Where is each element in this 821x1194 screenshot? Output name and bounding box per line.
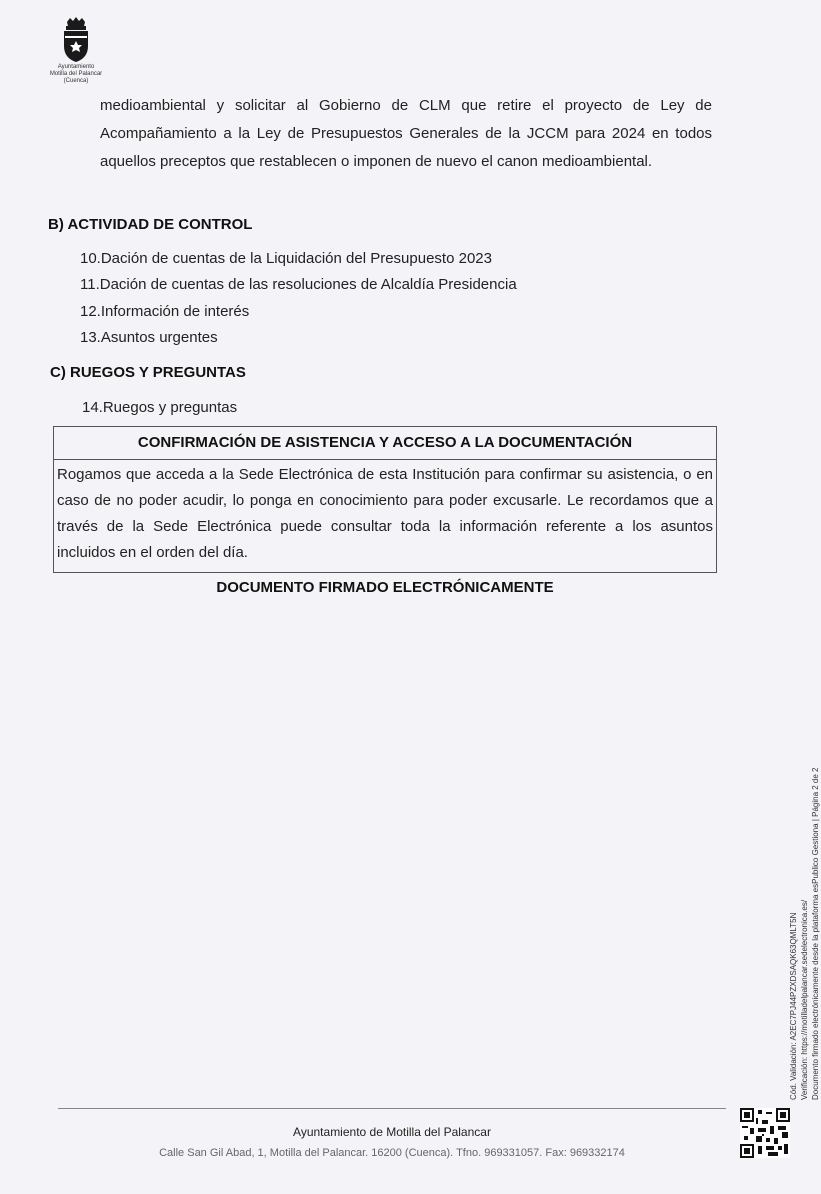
footer-address: Calle San Gil Abad, 1, Motilla del Palancar. 16200 (Cuenca). Tfno. 969331057. Fax: 969332174: [159, 1147, 625, 1159]
verification-url: Verificación: https://motilladelpalancar.sedelectronica.es/: [800, 899, 809, 1100]
agenda-item-14: 14.Ruegos y preguntas: [82, 399, 238, 416]
section-c-heading: C) RUEGOS Y PREGUNTAS: [50, 364, 246, 381]
confirmation-box-title: CONFIRMACIÓN DE ASISTENCIA Y ACCESO A LA DOCUMENTACIÓN: [54, 427, 716, 460]
confirmation-box-body: Rogamos que acceda a la Sede Electrónica de esta Institución para confirmar su asistencia, o en caso de no poder acudir, lo ponga en conocimiento para poder excusarle. Le recordamos que a través de la Sede Electrónica puede consultar toda la información referente a los asuntos incluidos en el orden del día.: [57, 466, 713, 561]
side-verification: [788, 720, 821, 1100]
logo-caption-line-2: Motilla del Palancar: [49, 71, 103, 77]
agenda-item-10: 10.Dación de cuentas de la Liquidación del Presupuesto 2023: [80, 250, 492, 267]
agenda-item-13: 13.Asuntos urgentes: [80, 329, 218, 346]
footer-divider: [58, 1108, 726, 1109]
footer-institution-name: Ayuntamiento de Motilla del Palancar: [293, 1125, 491, 1139]
confirmation-box: [53, 426, 717, 573]
logo-caption-line-3: (Cuenca): [63, 78, 89, 84]
verification-signature-note: Documento firmado electrónicamente desde la plataforma esPublico Gestiona | Página 2 de 2: [811, 767, 820, 1100]
agenda-item-12: 12.Información de interés: [80, 303, 250, 320]
municipal-logo: [48, 16, 104, 85]
verification-code: Cód. Validación: A2EC7PJ44PZXDSAQK63QMLT5N: [789, 912, 798, 1100]
agenda-item-11: 11.Dación de cuentas de las resoluciones de Alcaldía Presidencia: [80, 276, 517, 293]
intro-paragraph: medioambiental y solicitar al Gobierno de CLM que retire el proyecto de Ley de Acompañamiento a la Ley de Presupuestos Generales de la JCCM para 2024 en todos aquellos preceptos que restablecen o imponen de nuevo el canon medioambiental.: [100, 97, 712, 170]
signed-notice: DOCUMENTO FIRMADO ELECTRÓNICAMENTE: [216, 579, 554, 596]
section-b-heading: B) ACTIVIDAD DE CONTROL: [48, 216, 253, 233]
logo-caption-line-1: Ayuntamiento: [57, 64, 95, 70]
coat-of-arms-icon: [61, 16, 91, 64]
